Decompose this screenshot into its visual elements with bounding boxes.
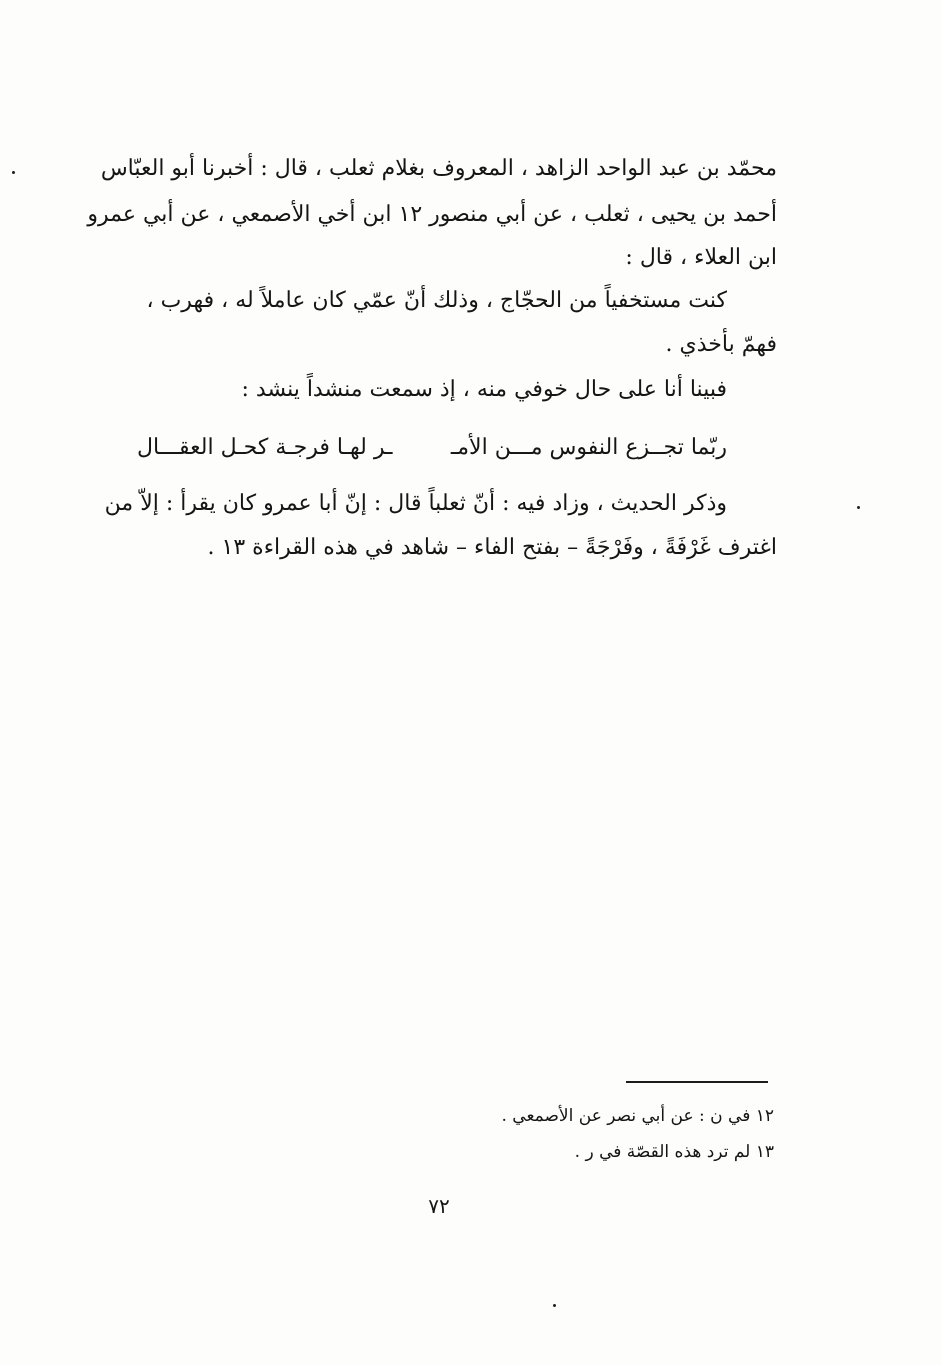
scan-speck [12, 171, 15, 174]
footnote-separator [626, 1081, 768, 1083]
body-line-3: ابن العلاء ، قال : [625, 245, 777, 270]
body-line-8: اغترف غَرْفَةً ، وفَرْجَةً – بفتح الفاء – شاهد في هذه القراءة ١٣ . [207, 535, 777, 560]
footnote-13: ١٣ لم ترد هذه القصّة في ر . [574, 1142, 774, 1162]
body-line-6: فبينا أنا على حال خوفي منه ، إذ سمعت منشداً ينشد : [241, 377, 727, 402]
page-number: ٧٢ [428, 1194, 450, 1218]
footnote-12: ١٢ في ن : عن أبي نصر عن الأصمعي . [501, 1106, 774, 1126]
poetry-verse [137, 433, 727, 463]
body-line-2: أحمد بن يحيى ، ثعلب ، عن أبي منصور ١٢ ابن أخي الأصمعي ، عن أبي عمرو [87, 202, 777, 227]
body-line-1: محمّد بن عبد الواحد الزاهد ، المعروف بغلام ثعلب ، قال : أخبرنا أبو العبّاس [100, 156, 777, 181]
verse-second-hemistich: ـر لهـا فرجـة كحـل العقـــال [137, 435, 393, 460]
body-line-5: فهمّ بأخذي . [665, 332, 777, 357]
scan-speck [857, 506, 860, 509]
body-line-4: كنت مستخفياً من الحجّاج ، وذلك أنّ عمّي كان عاملاً له ، فهرب ، [146, 288, 727, 313]
body-line-7: وذكر الحديث ، وزاد فيه : أنّ ثعلباً قال : إنّ أبا عمرو كان يقرأ : إلاّ من [104, 491, 727, 516]
scan-speck [553, 1304, 556, 1307]
verse-first-hemistich: ربّما تجــزع النفوس مـــن الأمـ [450, 435, 727, 460]
